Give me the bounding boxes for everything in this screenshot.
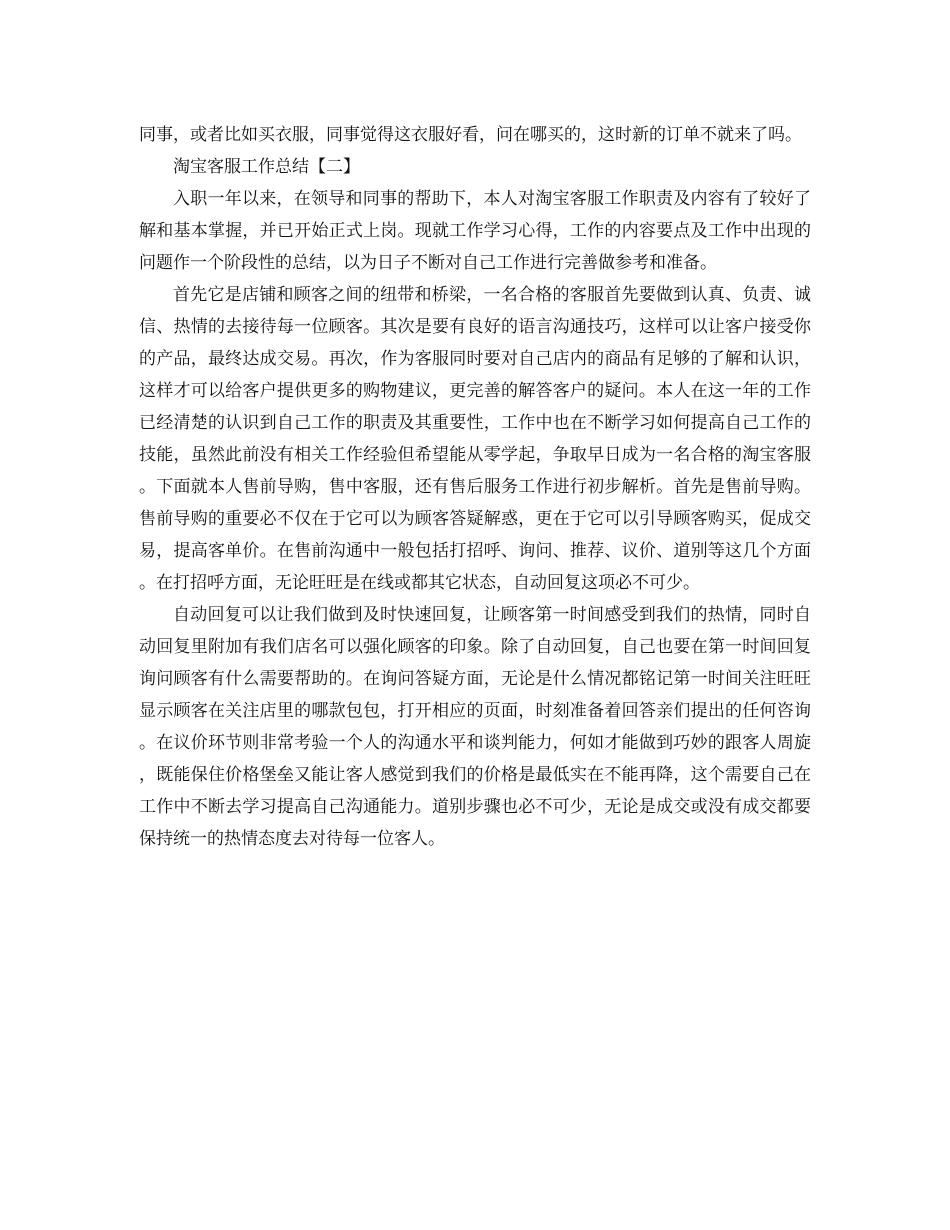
section-heading: 淘宝客服工作总结【二】 bbox=[173, 157, 360, 177]
paragraph-continued: 同事，或者比如买衣服，同事觉得这衣服好看，问在哪买的，这时新的订单不就来了吗。 bbox=[139, 125, 802, 145]
document-body bbox=[139, 119, 811, 855]
paragraph-role: 首先它是店铺和顾客之间的纽带和桥梁，一名合格的客服首先要做到认真、负责、诚信、热情的去接待每一位顾客。其次是要有良好的语言沟通技巧，这样可以让客户接受你的产品，最终达成交易。再次，作为客服同时要对自己店内的商品有足够的了解和认识，这样才可以给客户提供更多的购物建议，更完善的解答客户的疑问。本人在这一年的工作已经清楚的认识到自己工作的职责及其重要性，工作中也在不断学习如何提高自己工作的技能，虽然此前没有相关工作经验但希望能从零学起，争取早日成为一名合格的淘宝客服。下面就本人售前导购，售中客服，还有售后服务工作进行初步解析。首先是售前导购。售前导购的重要必不仅在于它可以为顾客答疑解惑，更在于它可以引导顾客购买，促成交易，提高客单价。在售前沟通中一般包括打招呼、询问、推荐、议价、道别等这几个方面。在打招呼方面，无论旺旺是在线或都其它状态，自动回复这项必不可少。 bbox=[139, 285, 811, 593]
paragraph-intro: 入职一年以来，在领导和同事的帮助下，本人对淘宝客服工作职责及内容有了较好了解和基本掌握，并已开始正式上岗。现就工作学习心得，工作的内容要点及工作中出现的问题作一个阶段性的总结，以为日子不断对自己工作进行完善做参考和准备。 bbox=[139, 189, 811, 273]
paragraph-auto-reply: 自动回复可以让我们做到及时快速回复，让顾客第一时间感受到我们的热情，同时自动回复里附加有我们店名可以强化顾客的印象。除了自动回复，自己也要在第一时间回复询问顾客有什么需要帮助的。在询问答疑方面，无论是什么情况都铭记第一时间关注旺旺显示顾客在关注店里的哪款包包，打开相应的页面，时刻准备着回答亲们提出的任何咨询。在议价环节则非常考验一个人的沟通水平和谈判能力，何如才能做到巧妙的跟客人周旋，既能保住价格堡垒又能让客人感觉到我们的价格是最低实在不能再降，这个需要自己在工作中不断去学习提高自己沟通能力。道别步骤也必不可少，无论是成交或没有成交都要保持统一的热情态度去对待每一位客人。 bbox=[139, 605, 811, 849]
